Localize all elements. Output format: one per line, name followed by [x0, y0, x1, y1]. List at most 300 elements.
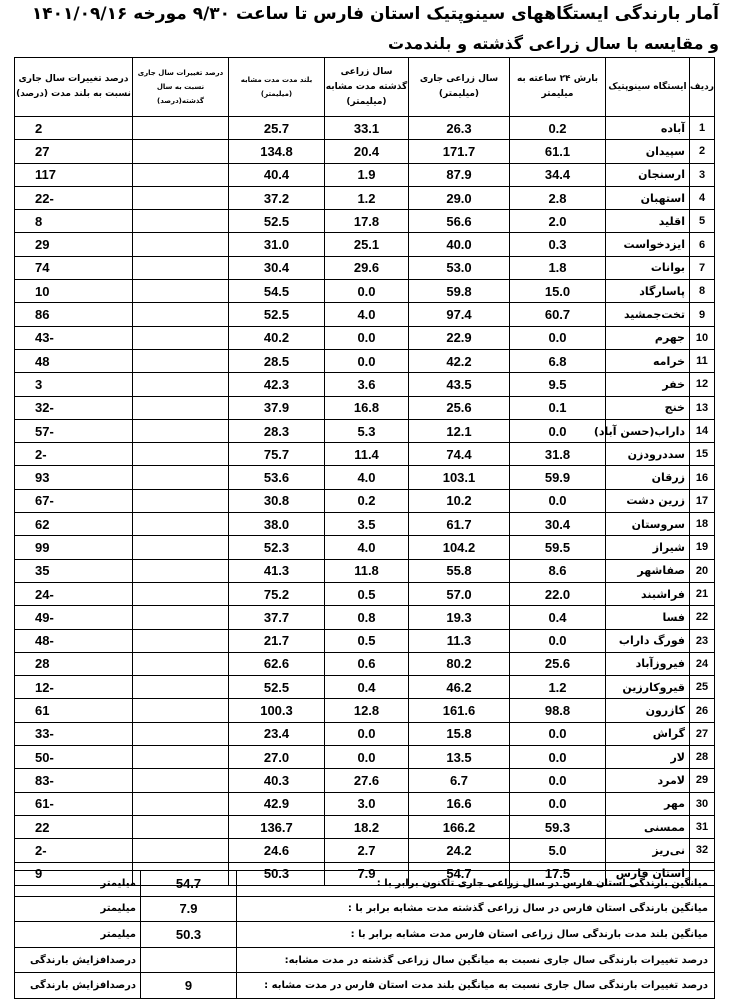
change-long-value: 9: [15, 862, 133, 885]
change-last-value: [133, 326, 229, 349]
rain24-value: 59.9: [510, 466, 606, 489]
current-year-value: 55.8: [409, 559, 510, 582]
summary-value: 50.3: [141, 922, 237, 948]
row-number: 3: [690, 163, 715, 186]
table-row: [15, 489, 715, 512]
row-number: 8: [690, 280, 715, 303]
table-header-row: [15, 58, 715, 117]
station-name: ارسنجان: [606, 163, 690, 186]
longterm-value: 54.5: [229, 280, 325, 303]
rain24-value: 59.3: [510, 815, 606, 838]
change-long-value: 117: [15, 163, 133, 186]
summary-value: 7.9: [141, 896, 237, 922]
last-year-value: 25.1: [325, 233, 409, 256]
row-number: 14: [690, 419, 715, 442]
header-change-long: درصد تغییرات سال جاری نسبت به بلند مدت (درصد): [15, 58, 133, 117]
change-last-value: [133, 582, 229, 605]
longterm-value: 31.0: [229, 233, 325, 256]
summary-description: میانگین بارندگی استان فارس در سال زراعی جاری تاکنون برابر با :: [237, 871, 715, 897]
row-number: 11: [690, 349, 715, 372]
station-name: خفر: [606, 373, 690, 396]
summary-unit: میلیمتر: [15, 922, 141, 948]
current-year-value: 56.6: [409, 210, 510, 233]
change-last-value: [133, 722, 229, 745]
table-row: [15, 466, 715, 489]
header-rain24: بارش ۲۴ ساعته به میلیمتر: [510, 58, 606, 117]
last-year-value: 0.6: [325, 652, 409, 675]
station-name: لار: [606, 746, 690, 769]
summary-unit: درصدافزایش بارندگی: [15, 947, 141, 973]
station-name: تخت‌جمشید: [606, 303, 690, 326]
station-name: فورگ داراب: [606, 629, 690, 652]
change-long-value: 2: [15, 117, 133, 140]
change-long-value: -2: [15, 443, 133, 466]
current-year-value: 6.7: [409, 769, 510, 792]
summary-value: 9: [141, 973, 237, 999]
header-last-year: سال زراعی گذشته مدت مشابه (میلیمتر): [325, 58, 409, 117]
last-year-value: 20.4: [325, 140, 409, 163]
summary-unit: درصدافزایش بارندگی: [15, 973, 141, 999]
last-year-value: 0.0: [325, 349, 409, 372]
table-row: [15, 513, 715, 536]
last-year-value: 7.9: [325, 862, 409, 885]
row-number: 28: [690, 746, 715, 769]
change-long-value: -49: [15, 606, 133, 629]
summary-unit: میلیمتر: [15, 871, 141, 897]
change-last-value: [133, 396, 229, 419]
station-name: قیروکارزین: [606, 676, 690, 699]
longterm-value: 23.4: [229, 722, 325, 745]
last-year-value: 33.1: [325, 117, 409, 140]
station-name: سپیدان: [606, 140, 690, 163]
table-row: [15, 349, 715, 372]
last-year-value: 1.9: [325, 163, 409, 186]
row-number: 5: [690, 210, 715, 233]
change-last-value: [133, 443, 229, 466]
last-year-value: 0.4: [325, 676, 409, 699]
row-number: 1: [690, 117, 715, 140]
station-name: استهبان: [606, 186, 690, 209]
station-name: لامرد: [606, 769, 690, 792]
row-number: 16: [690, 466, 715, 489]
rain24-value: 1.2: [510, 676, 606, 699]
rain24-value: 31.8: [510, 443, 606, 466]
row-number: 19: [690, 536, 715, 559]
row-number: 32: [690, 839, 715, 862]
change-long-value: -12: [15, 676, 133, 699]
last-year-value: 11.8: [325, 559, 409, 582]
current-year-value: 54.7: [409, 862, 510, 885]
current-year-value: 46.2: [409, 676, 510, 699]
rain24-value: 30.4: [510, 513, 606, 536]
current-year-value: 166.2: [409, 815, 510, 838]
change-last-value: [133, 652, 229, 675]
change-long-value: -67: [15, 489, 133, 512]
last-year-value: 3.5: [325, 513, 409, 536]
current-year-value: 15.8: [409, 722, 510, 745]
rain24-value: 2.8: [510, 186, 606, 209]
table-row: [15, 606, 715, 629]
longterm-value: 37.7: [229, 606, 325, 629]
rain24-value: 9.5: [510, 373, 606, 396]
table-row: [15, 396, 715, 419]
longterm-value: 53.6: [229, 466, 325, 489]
current-year-value: 61.7: [409, 513, 510, 536]
rain24-value: 0.0: [510, 792, 606, 815]
row-number: 13: [690, 396, 715, 419]
current-year-value: 59.8: [409, 280, 510, 303]
change-long-value: 10: [15, 280, 133, 303]
row-number: 9: [690, 303, 715, 326]
change-long-value: -48: [15, 629, 133, 652]
last-year-value: 0.5: [325, 582, 409, 605]
longterm-value: 37.9: [229, 396, 325, 419]
page-subtitle: و مقایسه با سال زراعی گذشته و بلندمدت: [387, 34, 719, 53]
last-year-value: 1.2: [325, 186, 409, 209]
longterm-value: 30.8: [229, 489, 325, 512]
table-row: [15, 676, 715, 699]
change-last-value: [133, 815, 229, 838]
current-year-value: 97.4: [409, 303, 510, 326]
change-long-value: 8: [15, 210, 133, 233]
station-name: خرامه: [606, 349, 690, 372]
longterm-value: 75.2: [229, 582, 325, 605]
longterm-value: 62.6: [229, 652, 325, 675]
current-year-value: 16.6: [409, 792, 510, 815]
row-number: 29: [690, 769, 715, 792]
current-year-value: 43.5: [409, 373, 510, 396]
last-year-value: 4.0: [325, 536, 409, 559]
last-year-value: 3.6: [325, 373, 409, 396]
page-title: آمار بارندگی ایستگاههای سینوپتیک استان فارس تا ساعت ۹/۳۰ مورخه ۱۴۰۱/۰۹/۱۶: [31, 4, 719, 24]
station-name: صفاشهر: [606, 559, 690, 582]
change-last-value: [133, 839, 229, 862]
table-row: [15, 140, 715, 163]
longterm-value: 42.9: [229, 792, 325, 815]
longterm-value: 52.5: [229, 676, 325, 699]
row-number: 4: [690, 186, 715, 209]
table-row: [15, 839, 715, 862]
change-last-value: [133, 699, 229, 722]
change-last-value: [133, 117, 229, 140]
current-year-value: 29.0: [409, 186, 510, 209]
change-last-value: [133, 419, 229, 442]
current-year-value: 53.0: [409, 256, 510, 279]
last-year-value: 0.0: [325, 722, 409, 745]
station-name: گراش: [606, 722, 690, 745]
row-number: 25: [690, 676, 715, 699]
current-year-value: 12.1: [409, 419, 510, 442]
change-last-value: [133, 792, 229, 815]
longterm-value: 30.4: [229, 256, 325, 279]
rain24-value: 0.0: [510, 629, 606, 652]
row-number: 22: [690, 606, 715, 629]
station-name: پاسارگاد: [606, 280, 690, 303]
longterm-value: 52.3: [229, 536, 325, 559]
table-row: [15, 815, 715, 838]
change-long-value: -83: [15, 769, 133, 792]
table-body: [15, 117, 715, 886]
change-last-value: [133, 140, 229, 163]
change-long-value: 61: [15, 699, 133, 722]
station-name: ایزدخواست: [606, 233, 690, 256]
change-long-value: -43: [15, 326, 133, 349]
longterm-value: 28.3: [229, 419, 325, 442]
row-number: 6: [690, 233, 715, 256]
change-long-value: 29: [15, 233, 133, 256]
change-long-value: 93: [15, 466, 133, 489]
station-name: خنج: [606, 396, 690, 419]
change-long-value: 27: [15, 140, 133, 163]
table-row: [15, 233, 715, 256]
rain24-value: 1.8: [510, 256, 606, 279]
table-row: [15, 210, 715, 233]
rainfall-table: [14, 57, 715, 886]
current-year-value: 161.6: [409, 699, 510, 722]
row-number: 10: [690, 326, 715, 349]
table-row: [15, 629, 715, 652]
last-year-value: 29.6: [325, 256, 409, 279]
change-last-value: [133, 629, 229, 652]
rain24-value: 61.1: [510, 140, 606, 163]
current-year-value: 24.2: [409, 839, 510, 862]
change-long-value: 99: [15, 536, 133, 559]
change-long-value: -57: [15, 419, 133, 442]
rain24-value: 98.8: [510, 699, 606, 722]
station-name: سددرودزن: [606, 443, 690, 466]
change-long-value: 62: [15, 513, 133, 536]
station-name: فسا: [606, 606, 690, 629]
station-name: مهر: [606, 792, 690, 815]
station-name: سروستان: [606, 513, 690, 536]
row-number: 21: [690, 582, 715, 605]
change-long-value: 3: [15, 373, 133, 396]
summary-description: میانگین بلند مدت بارندگی سال زراعی استان فارس مدت مشابه برابر با :: [237, 922, 715, 948]
row-number: 18: [690, 513, 715, 536]
summary-row: [15, 922, 715, 948]
row-number: 26: [690, 699, 715, 722]
change-long-value: -22: [15, 186, 133, 209]
header-station: ایستگاه سینوپتیک: [606, 58, 690, 117]
change-long-value: -33: [15, 722, 133, 745]
row-number: 23: [690, 629, 715, 652]
change-last-value: [133, 489, 229, 512]
current-year-value: 104.2: [409, 536, 510, 559]
rain24-value: 0.0: [510, 769, 606, 792]
summary-row: [15, 896, 715, 922]
station-name: زرقان: [606, 466, 690, 489]
rain24-value: 6.8: [510, 349, 606, 372]
current-year-value: 74.4: [409, 443, 510, 466]
summary-row: [15, 973, 715, 999]
change-last-value: [133, 606, 229, 629]
table-row: [15, 117, 715, 140]
last-year-value: 4.0: [325, 303, 409, 326]
rain24-value: 0.0: [510, 722, 606, 745]
summary-description: میانگین بارندگی استان فارس در سال زراعی گذشته مدت مشابه برابر با :: [237, 896, 715, 922]
rain24-value: 15.0: [510, 280, 606, 303]
table-row: [15, 326, 715, 349]
current-year-value: 103.1: [409, 466, 510, 489]
table-row: [15, 769, 715, 792]
rain24-value: 0.0: [510, 419, 606, 442]
last-year-value: 2.7: [325, 839, 409, 862]
station-name: فراشبند: [606, 582, 690, 605]
station-name: نی‌ریز: [606, 839, 690, 862]
station-name: داراب(حسن آباد): [606, 419, 690, 442]
change-long-value: 74: [15, 256, 133, 279]
change-long-value: -32: [15, 396, 133, 419]
last-year-value: 0.8: [325, 606, 409, 629]
summary-row: [15, 871, 715, 897]
change-last-value: [133, 303, 229, 326]
last-year-value: 12.8: [325, 699, 409, 722]
rain24-value: 0.1: [510, 396, 606, 419]
row-number: 12: [690, 373, 715, 396]
current-year-value: 40.0: [409, 233, 510, 256]
last-year-value: 0.0: [325, 280, 409, 303]
header-row-number: ردیف: [690, 58, 715, 117]
change-last-value: [133, 769, 229, 792]
rain24-value: 2.0: [510, 210, 606, 233]
station-name: فیروزآباد: [606, 652, 690, 675]
longterm-value: 28.5: [229, 349, 325, 372]
table-row: [15, 280, 715, 303]
summary-row: [15, 947, 715, 973]
change-last-value: [133, 186, 229, 209]
change-long-value: -24: [15, 582, 133, 605]
change-long-value: 22: [15, 815, 133, 838]
change-long-value: 35: [15, 559, 133, 582]
change-last-value: [133, 676, 229, 699]
table-row: [15, 746, 715, 769]
current-year-value: 25.6: [409, 396, 510, 419]
longterm-value: 50.3: [229, 862, 325, 885]
current-year-value: 171.7: [409, 140, 510, 163]
row-number: 20: [690, 559, 715, 582]
summary-value: 54.7: [141, 871, 237, 897]
change-last-value: [133, 559, 229, 582]
current-year-value: 87.9: [409, 163, 510, 186]
longterm-value: 42.3: [229, 373, 325, 396]
header-current-year: سال زراعی جاری (میلیمتر): [409, 58, 510, 117]
summary-description: درصد تغییرات بارندگی سال جاری نسبت به میانگین بلند مدت استان فارس در مدت مشابه :: [237, 973, 715, 999]
longterm-value: 40.2: [229, 326, 325, 349]
table-row: [15, 419, 715, 442]
station-name: استان فارس: [606, 862, 690, 885]
rain24-value: 60.7: [510, 303, 606, 326]
station-name: جهرم: [606, 326, 690, 349]
last-year-value: 17.8: [325, 210, 409, 233]
change-long-value: 86: [15, 303, 133, 326]
change-last-value: [133, 349, 229, 372]
station-name: زرین دشت: [606, 489, 690, 512]
last-year-value: 0.0: [325, 326, 409, 349]
current-year-value: 22.9: [409, 326, 510, 349]
change-last-value: [133, 466, 229, 489]
change-long-value: 48: [15, 349, 133, 372]
longterm-value: 52.5: [229, 303, 325, 326]
row-number: 24: [690, 652, 715, 675]
change-last-value: [133, 746, 229, 769]
table-row: [15, 536, 715, 559]
last-year-value: 11.4: [325, 443, 409, 466]
current-year-value: 80.2: [409, 652, 510, 675]
rain24-value: 59.5: [510, 536, 606, 559]
rain24-value: 25.6: [510, 652, 606, 675]
change-last-value: [133, 256, 229, 279]
table-row: [15, 792, 715, 815]
station-name: کازرون: [606, 699, 690, 722]
longterm-value: 40.3: [229, 769, 325, 792]
change-last-value: [133, 536, 229, 559]
rain24-value: 8.6: [510, 559, 606, 582]
change-last-value: [133, 513, 229, 536]
change-long-value: 28: [15, 652, 133, 675]
table-row: [15, 559, 715, 582]
current-year-value: 42.2: [409, 349, 510, 372]
rain24-value: 17.5: [510, 862, 606, 885]
row-number: 7: [690, 256, 715, 279]
change-long-value: -2: [15, 839, 133, 862]
last-year-value: 18.2: [325, 815, 409, 838]
current-year-value: 57.0: [409, 582, 510, 605]
current-year-value: 26.3: [409, 117, 510, 140]
last-year-value: 0.2: [325, 489, 409, 512]
change-last-value: [133, 280, 229, 303]
rain24-value: 0.0: [510, 326, 606, 349]
rain24-value: 22.0: [510, 582, 606, 605]
rain24-value: 0.0: [510, 489, 606, 512]
longterm-value: 40.4: [229, 163, 325, 186]
longterm-value: 136.7: [229, 815, 325, 838]
change-last-value: [133, 210, 229, 233]
row-number: 15: [690, 443, 715, 466]
table-row: [15, 722, 715, 745]
longterm-value: 52.5: [229, 210, 325, 233]
change-long-value: -61: [15, 792, 133, 815]
summary-unit: میلیمتر: [15, 896, 141, 922]
last-year-value: 16.8: [325, 396, 409, 419]
table-row: [15, 186, 715, 209]
last-year-value: 0.0: [325, 746, 409, 769]
change-last-value: [133, 233, 229, 256]
header-change-last: درصد تغییرات سال جاری نسبت به سال گذشته(درصد): [133, 58, 229, 117]
longterm-value: 75.7: [229, 443, 325, 466]
longterm-value: 41.3: [229, 559, 325, 582]
last-year-value: 3.0: [325, 792, 409, 815]
longterm-value: 21.7: [229, 629, 325, 652]
longterm-value: 27.0: [229, 746, 325, 769]
rain24-value: 0.4: [510, 606, 606, 629]
longterm-value: 38.0: [229, 513, 325, 536]
change-last-value: [133, 163, 229, 186]
summary-value: [141, 947, 237, 973]
rain24-value: 34.4: [510, 163, 606, 186]
last-year-value: 27.6: [325, 769, 409, 792]
row-number: 31: [690, 815, 715, 838]
longterm-value: 100.3: [229, 699, 325, 722]
summary-table: [14, 870, 715, 999]
longterm-value: 25.7: [229, 117, 325, 140]
last-year-value: 5.3: [325, 419, 409, 442]
station-name: شیراز: [606, 536, 690, 559]
change-long-value: -50: [15, 746, 133, 769]
station-name: بوانات: [606, 256, 690, 279]
last-year-value: 0.5: [325, 629, 409, 652]
table-row: [15, 373, 715, 396]
table-row: [15, 699, 715, 722]
